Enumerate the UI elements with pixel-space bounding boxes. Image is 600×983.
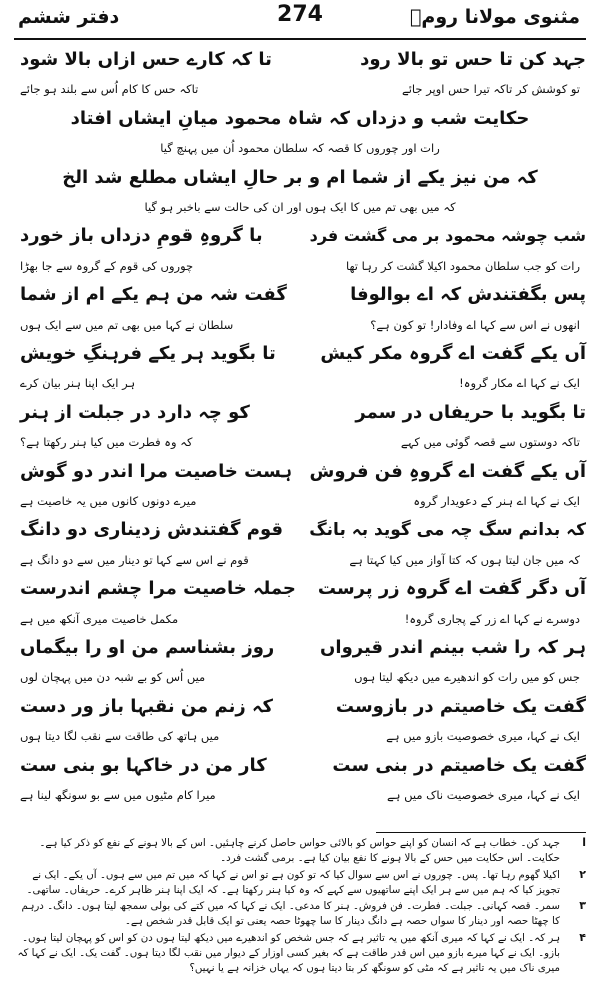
line-single — [14, 166, 586, 194]
line-translation — [14, 371, 586, 399]
translation-second-half: قوم نے اس سے کہا تو دینار میں سے دو دانگ ہے — [20, 553, 249, 567]
translation-first-half: انھوں نے اس سے کہا اے وفادار! تو کون ہے؟ — [370, 318, 580, 332]
line-subheading — [14, 136, 586, 164]
footnote — [14, 931, 586, 976]
footnote — [14, 899, 586, 929]
line-couplet — [14, 754, 586, 782]
translation-first-half: رات کو جب سلطان محمود اکیلا گشت کر رہا تھا — [345, 259, 580, 273]
heading-translation: رات اور چوروں کا قصہ کہ سلطان محمود اُن میں پہنچ گیا — [160, 141, 440, 155]
footnote — [14, 836, 586, 866]
verse-second-hemistich: جملہ خاصیت مرا چشم اندرست — [20, 578, 296, 599]
line-translation — [14, 430, 586, 458]
line-couplet — [14, 518, 586, 546]
translation-first-half: ایک نے کہا، میری خصوصیت ناک میں ہے — [386, 788, 580, 802]
line-translation — [14, 254, 586, 282]
footnote-text: ہر کہ۔ ایک نے کہا کہ میری آنکھ میں یہ تاثیر ہے کہ جس شخص کو اندھیرے میں دیکھ لیتا ہوں دن کو اس کو پہچان لیتا ہوں۔ بازو۔ ایک نے کہا میرے بازو میں اس قدر طاقت ہے کہ بغیر کسی اوزار کے دیوار میں نقب لگا دیتا ہوں۔ گفت یک۔ ایک نے کہا کہ میری ناک میں یہ تاثیر ہے کہ مٹی کو سونگھ کر بتا دیتا ہوں کہ یہاں خزانہ ہے یا نہیں؟ — [17, 932, 560, 974]
line-couplet — [14, 577, 586, 605]
footnote-text: اکیلا گھوم رہا تھا۔ پس۔ چوروں نے اس سے سوال کیا کہ تو کون ہے تو اس نے کہا کہ میں تم میں سے ہوں۔ آں یکے۔ ایک نے تجویز کیا کہ ہم میں سے ہر ایک اپنے ساتھیوں سے کہے کہ وہ کیا ہنر رکھتا ہے۔ کہ ایک اپنا ہنر ظاہر کرے۔ حریفاں۔ ساتھی۔ — [26, 868, 560, 896]
translation-second-half: میں ہاتھ کی طاقت سے نقب لگا دیتا ہوں — [20, 729, 220, 743]
translation-second-half: سلطان نے کہا میں بھی تم میں سے ایک ہوں — [20, 318, 234, 332]
translation-second-half: مکمل خاصیت میری آنکھ میں ہے — [20, 612, 179, 626]
verse-second-hemistich: کو چہ دارد در جبلت از ہنر — [20, 402, 250, 423]
line-couplet — [14, 283, 586, 311]
translation-first-half: کہ میں جان لیتا ہوں کہ کتا آواز میں کیا کہتا ہے — [349, 553, 580, 567]
verse-second-hemistich: کہ زنم من نقبہا باز ور دست — [20, 696, 273, 717]
line-translation — [14, 665, 586, 693]
footnote — [14, 868, 586, 898]
line-translation — [14, 313, 586, 341]
heading-continuation: کہ من نیز یکے از شما ام و بر حالِ ایشاں مطلع شد الخ — [62, 167, 538, 188]
verse-first-hemistich: آں دگر گفت اے گروہ زر پرست — [317, 578, 586, 599]
line-couplet — [14, 460, 586, 488]
verse-first-hemistich: کہ بدانم سگ چہ می گوید بہ بانگ — [309, 520, 586, 540]
section-heading: حکایت شب و دزداں کہ شاہ محمود میانِ ایشاں افتاد — [70, 108, 530, 129]
heading-translation: کہ میں بھی تم میں کا ایک ہوں اور ان کی حالت سے باخبر ہو گیا — [144, 200, 456, 214]
line-couplet — [14, 695, 586, 723]
translation-second-half: کہ وہ فطرت میں کیا ہنر رکھتا ہے؟ — [20, 435, 193, 449]
footnote-marker: ۲ — [579, 867, 586, 881]
line-translation — [14, 783, 586, 811]
footnotes — [14, 836, 586, 978]
footnote-text: سمر۔ قصہ کہانی۔ جبلت۔ فطرت۔ فن فروش۔ ہنر کا مدعی۔ ایک نے کہا کہ میں کتے کی بولی سمجھ لیتا ہوں۔ دانگ۔ درہم کا چھٹا حصہ اور دینار کا سواں حصہ ہے دانگ دینار کا سا چھوٹا حصہ یعنی تو ایک قابل قدر شخص ہے۔ — [21, 900, 560, 928]
verse-first-hemistich: آں یکے گفت اے گروہِ فن فروش — [309, 461, 586, 482]
verse-second-hemistich: قوم گفتندش زدیناری دو دانگ — [20, 519, 284, 540]
page-header — [0, 0, 600, 40]
verse-second-hemistich: ہست خاصیت مرا اندر دو گوش — [20, 461, 292, 482]
translation-second-half: ہر ایک اپنا ہنر بیان کرے — [20, 376, 136, 390]
line-couplet — [14, 342, 586, 370]
translation-first-half: ایک نے کہا اے مکار گروہ! — [459, 376, 580, 390]
line-translation — [14, 489, 586, 517]
line-translation — [14, 77, 586, 105]
line-translation — [14, 724, 586, 752]
line-translation — [14, 607, 586, 635]
verse-second-hemistich: کار من در خاکہا بو بنی ست — [20, 755, 267, 776]
line-translation — [14, 548, 586, 576]
verse-first-hemistich: پس بگفتندش کہ اے بوالوفا — [350, 284, 586, 305]
volume-label: دفتر ششم — [18, 6, 120, 28]
line-couplet — [14, 636, 586, 664]
verse-second-hemistich: روز بشناسم من او را بیگماں — [20, 637, 275, 658]
translation-first-half: ایک نے کہا، میری خصوصیت بازو میں ہے — [386, 729, 580, 743]
footnote-marker: ۴ — [579, 931, 586, 945]
translation-first-half: جس کو میں رات کو اندھیرے میں دیکھ لیتا ہوں — [354, 670, 580, 684]
verse-second-hemistich: گفت شہ من ہم یکے ام از شما — [20, 284, 287, 305]
verse-second-hemistich: تا کہ کارے حس ازاں بالا شود — [20, 49, 272, 70]
translation-second-half: میرا کام مٹیوں میں سے بو سونگھ لینا ہے — [20, 788, 216, 802]
translation-first-half: دوسرے نے کہا اے زر کے پجاری گروہ! — [404, 612, 580, 626]
header-rule — [14, 38, 586, 40]
translation-second-half: تاکہ حس کا کام اُس سے بلند ہو جائے — [20, 82, 199, 96]
line-couplet — [14, 224, 586, 252]
translation-second-half: میرے دونوں کانوں میں یہ خاصیت ہے — [20, 494, 197, 508]
page-number: 274 — [277, 2, 323, 27]
verse-first-hemistich: گفت یک خاصیتم در بازوست — [335, 696, 586, 717]
footnote-rule — [376, 832, 586, 833]
translation-second-half: چوروں کی قوم کے گروہ سے جا بھڑا — [20, 259, 194, 273]
verse-first-hemistich: شب چوشہ محمود بر می گشت فرد — [309, 226, 586, 245]
footnote-text: جہد کن۔ خطاب ہے کہ انسان کو اپنے حواس کو بالائی حواس حاصل کرنے چاہئیں۔ اس کے بالا ہونے کے نفع کو ذکر کیا ہے۔ حکایت۔ اس حکایت میں حس کے بالا ہونے کا نفع بیان کیا ہے۔ برمی گشت فرد۔ — [39, 837, 560, 864]
verse-first-hemistich: جہد کن تا حس تو بالا رود — [360, 49, 586, 70]
translation-first-half: تاکہ دوستوں سے قصہ گوئی میں کہے — [400, 435, 580, 449]
line-couplet — [14, 48, 586, 76]
translation-first-half: تو کوشش کر تاکہ تیرا حس اوپر جائے — [401, 82, 580, 96]
translation-first-half: ایک نے کہا اے ہنر کے دعویدار گروہ — [413, 494, 580, 508]
line-subheading — [14, 195, 586, 223]
verse-second-hemistich: تا بگوید ہر یکے فرہنگِ خویش — [20, 343, 276, 364]
line-heading — [14, 107, 586, 135]
verse-second-hemistich: با گروہِ قومِ دزداں باز خورد — [20, 225, 263, 246]
verse-first-hemistich: آں یکے گفت اے گروہ مکر کیش — [320, 343, 586, 364]
book-title: مثنوی مولانا رومؒ — [410, 6, 580, 28]
verse-first-hemistich: گفت یک خاصیتم در بنی ست — [332, 755, 586, 776]
translation-second-half: میں اُس کو بے شبہ دن میں پہچان لوں — [20, 670, 206, 684]
verse-first-hemistich: تا بگوید با حریفاں در سمر — [355, 402, 586, 423]
verse-first-hemistich: ہر کہ را شب بینم اندر قیرواں — [320, 637, 586, 658]
line-couplet — [14, 401, 586, 429]
footnote-marker: ا — [582, 836, 586, 849]
verse-body — [14, 44, 586, 830]
footnote-marker: ۳ — [579, 899, 586, 913]
